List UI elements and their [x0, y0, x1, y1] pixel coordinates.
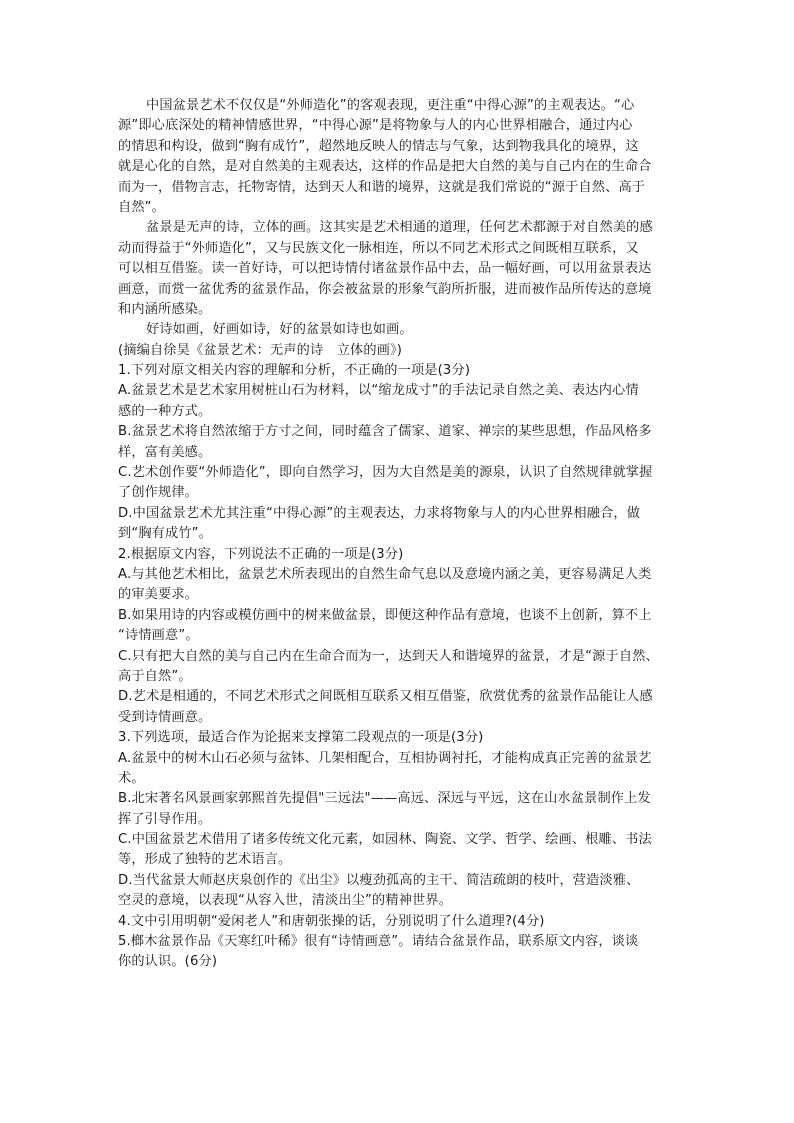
question-stem: 1.下列对原文相关内容的理解和分析，不正确的一项是(3分): [118, 363, 471, 379]
option-c: [118, 830, 676, 871]
option-b: [118, 606, 676, 647]
question-stem: 5.榔木盆景作品《天寒红叶稀》很有“诗情画意”。请结合盆景作品，联系原文内容，谈谈: [118, 934, 639, 950]
option-line: 挥了引导作用。: [118, 811, 212, 827]
option-d: [118, 504, 676, 545]
text-line: 源”即心底深处的精神情感世界，“中得心源”是将物象与人的内心世界相融合，通过内心: [118, 118, 633, 134]
option-line: 的审美要求。: [118, 587, 199, 603]
option-b: [118, 789, 676, 830]
option-line: 等，形成了独特的艺术语言。: [118, 852, 292, 868]
option-line: A.盆景艺术是艺术家用树桩山石为材料，以“缩龙成寸”的手法记录自然之美、表达内心情: [118, 383, 639, 399]
option-c: [118, 647, 676, 688]
option-line: B.如果用诗的内容或模仿画中的树来做盆景，即便这种作品有意境，也谈不上创新，算不上: [118, 607, 652, 623]
option-line: 术。: [118, 770, 145, 786]
option-line: 高于自然”。: [118, 668, 192, 684]
question-stem: 2.根据原文内容，下列说法不正确的一项是(3分): [118, 546, 404, 562]
option-line: B.盆景艺术将自然浓缩于方寸之间，同时蕴含了儒家、道家、禅宗的某些思想，作品风格多: [118, 424, 652, 440]
option-line: 感的一种方式。: [118, 403, 212, 419]
source-citation: (摘编自徐昊《盆景艺术：无声的诗 立体的画》): [118, 342, 403, 358]
text-line: 和内涵所感染。: [118, 301, 212, 317]
question-5: [118, 932, 676, 973]
option-line: A.与其他艺术相比，盆景艺术所表现出的自然生命气息以及意境内涵之美，更容易满足人类: [118, 566, 652, 582]
paragraph-2: [118, 218, 676, 320]
question-stem-continued: 你的认识。(6分): [118, 954, 218, 970]
option-line: B.北宋著名风景画家郭熙首先提倡"三远法"——高远、深远与平远，这在山水盆景制作上发: [118, 791, 651, 807]
text-line: 就是心化的自然，是对自然美的主观表达，这样的作品是把大自然的美与自己内在的生命合: [118, 159, 652, 175]
text-line: 的情思和构设，做到“胸有成竹”，超然地反映人的情志与气象，达到物我具化的境界，这: [118, 138, 639, 154]
option-line: C.中国盆景艺术借用了诸多传统文化元素，如园林、陶瓷、文学、哲学、绘画、根雕、书法: [118, 832, 652, 848]
option-line: 空灵的意境，以表现“从容入世，清淡出尘”的精神世界。: [118, 893, 453, 909]
option-line: C.只有把大自然的美与自己内在生命合而为一，达到天人和谐境界的盆景，才是“源于自然、: [118, 648, 659, 664]
option-c: [118, 463, 676, 504]
option-line: 了创作规律。: [118, 485, 199, 501]
option-line: “诗情画意”。: [118, 628, 199, 644]
text-line: 而为一，借物言志，托物寄情，达到天人和谐的境界，这就是我们常说的“源于自然、高于: [118, 179, 646, 195]
option-line: 到“胸有成竹”。: [118, 526, 212, 542]
option-line: C.艺术创作要“外师造化”，即向自然学习，因为大自然是美的源泉，认识了自然规律就掌握: [118, 465, 653, 481]
option-line: A.盆景中的树木山石必须与盆钵、几架相配合，互相协调衬托，才能构成真正完善的盆景艺: [118, 750, 652, 766]
text-line: 动而得益于“外师造化”，又与民族文化一脉相连，所以不同艺术形式之间既相互联系，又: [118, 240, 639, 256]
text-line: 可以相互借鉴。读一首好诗，可以把诗情付诸盆景作品中去，品一幅好画，可以用盆景表达: [118, 261, 652, 277]
option-line: 受到诗情画意。: [118, 709, 212, 725]
question-1: [118, 361, 676, 545]
option-d: [118, 871, 676, 912]
document-page: [118, 96, 676, 973]
option-b: [118, 422, 676, 463]
option-a: [118, 565, 676, 606]
paragraph-3: 好诗如画，好画如诗，好的盆景如诗也如画。: [146, 322, 413, 338]
option-a: [118, 381, 676, 422]
question-2: [118, 545, 676, 729]
option-line: 样，富有美感。: [118, 444, 212, 460]
option-line: D.当代盆景大师赵庆泉创作的《出尘》以瘦劲孤高的主干、简洁疏朗的枝叶，营造淡雅、: [118, 872, 640, 888]
option-d: [118, 687, 676, 728]
text-line: 中国盆景艺术不仅仅是“外师造化”的客观表现，更注重“中得心源”的主观表达。“心: [146, 98, 635, 113]
question-4: 4.文中引用明朝“爱闲老人”和唐朝张操的话，分别说明了什么道理?(4分): [118, 913, 545, 929]
text-line: 画意，而赏一盆优秀的盆景作品，你会被盆景的形象气韵所折服，进而被作品所传达的意境: [118, 281, 652, 297]
text-line: 盆景是无声的诗，立体的画。这其实是艺术相通的道理，任何艺术都源于对自然美的感: [146, 220, 653, 236]
question-stem: 3.下列选项，最适合作为论据来支撑第二段观点的一项是(3分): [118, 730, 484, 746]
option-line: D.中国盆景艺术尤其注重“中得心源”的主观表达，力求将物象与人的内心世界相融合，做: [118, 505, 641, 521]
question-3: [118, 728, 676, 912]
text-line: 自然”。: [118, 199, 165, 215]
paragraph-1: [118, 96, 676, 218]
option-a: [118, 749, 676, 790]
option-line: D.艺术是相通的，不同艺术形式之间既相互联系又相互借鉴，欣赏优秀的盆景作品能让人感: [118, 689, 653, 705]
